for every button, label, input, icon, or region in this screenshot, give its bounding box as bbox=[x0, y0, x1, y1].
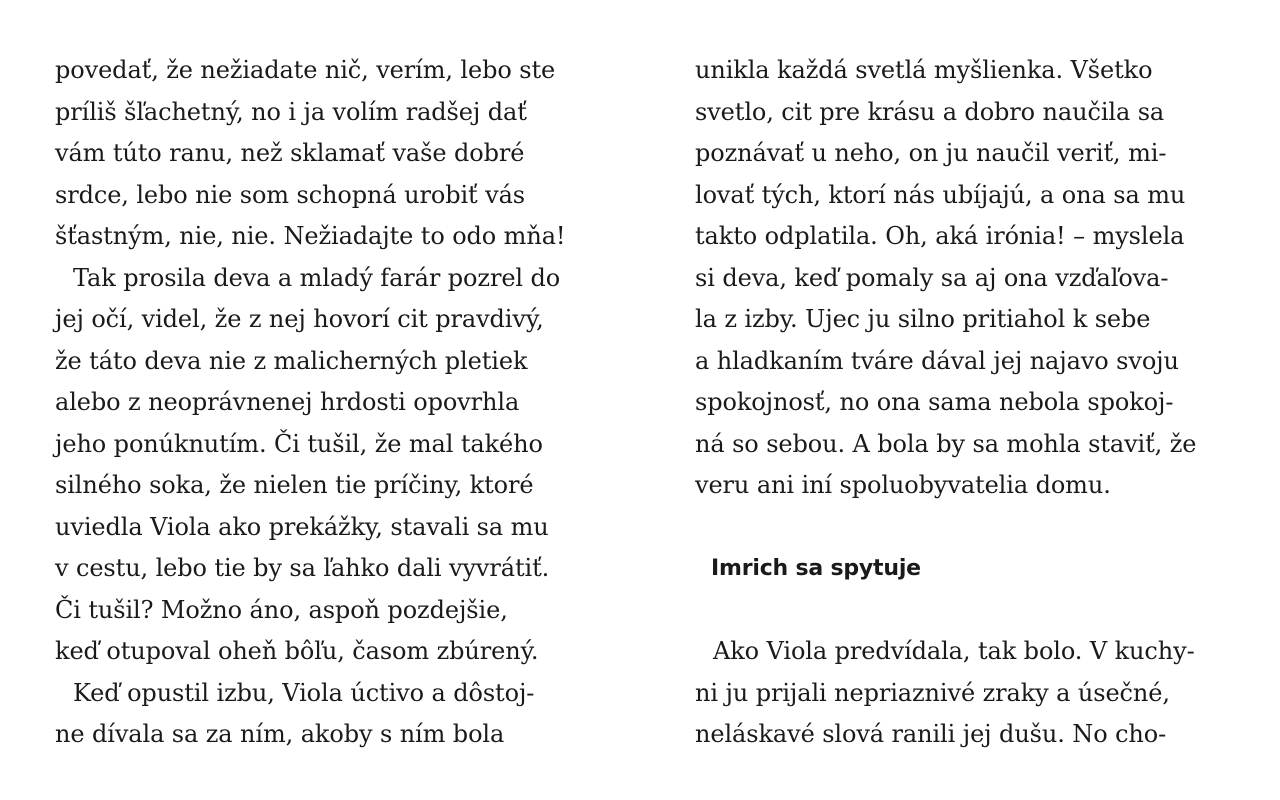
text-line: v cestu, lebo tie by sa ľahko dali vyvrátiť. bbox=[55, 554, 550, 582]
text-line: poznávať u neho, on ju naučil veriť, mi- bbox=[695, 139, 1167, 167]
blank-line bbox=[695, 590, 1235, 632]
text-line: uviedla Viola ako prekážky, stavali sa mu bbox=[55, 512, 549, 541]
text-line: veru ani iní spoluobyvatelia domu. bbox=[695, 471, 1111, 499]
text-line: silného soka, že nielen tie príčiny, ktoré bbox=[55, 471, 534, 499]
text-line: povedať, že nežiadate nič, verím, lebo ste bbox=[55, 56, 556, 84]
text-line: šťastným, nie, nie. Nežiadajte to odo mňa! bbox=[55, 222, 566, 250]
text-line: a hladkaním tváre dával jej najavo svoju bbox=[695, 346, 1179, 375]
text-line: Keď opustil izbu, Viola úctivo a dôstoj- bbox=[73, 678, 535, 707]
text-line: jej očí, videl, že z nej hovorí cit pravdivý, bbox=[55, 305, 544, 333]
text-line: ná so sebou. A bola by sa mohla staviť, že bbox=[695, 429, 1197, 458]
text-line: jeho ponúknutím. Či tušil, že mal takého bbox=[55, 429, 543, 458]
text-line: svetlo, cit pre krásu a dobro naučila sa bbox=[695, 97, 1165, 126]
chapter-heading: Imrich sa spytuje bbox=[711, 556, 921, 581]
text-line: unikla každá svetlá myšlienka. Všetko bbox=[695, 56, 1153, 84]
text-line: vám túto ranu, než sklamať vaše dobré bbox=[55, 139, 525, 167]
text-line: alebo z neoprávnenej hrdosti opovrhla bbox=[55, 388, 520, 416]
blank-line bbox=[695, 507, 1235, 549]
text-line: si deva, keď pomaly sa aj ona vzďaľova- bbox=[695, 263, 1169, 292]
text-line: Či tušil? Možno áno, aspoň pozdejšie, bbox=[55, 595, 508, 624]
text-line: ne dívala sa za ním, akoby s ním bola bbox=[55, 720, 505, 748]
right-page bbox=[695, 50, 1235, 756]
text-line: Ako Viola predvídala, tak bolo. V kuchy- bbox=[713, 637, 1195, 665]
text-line: lovať tých, ktorí nás ubíjajú, a ona sa mu bbox=[695, 180, 1186, 209]
text-line: že táto deva nie z malicherných pletiek bbox=[55, 346, 528, 375]
left-page bbox=[55, 50, 595, 756]
text-line: takto odplatila. Oh, aká irónia! – myslela bbox=[695, 222, 1185, 250]
text-line: ni ju prijali nepriaznivé zraky a úsečné, bbox=[695, 678, 1170, 707]
text-line: srdce, lebo nie som schopná urobiť vás bbox=[55, 180, 525, 209]
text-line: spokojnosť, no ona sama nebola spokoj- bbox=[695, 388, 1174, 416]
text-line: neláskavé slová ranili jej dušu. No cho- bbox=[695, 720, 1167, 748]
text-line: Tak prosila deva a mladý farár pozrel do bbox=[73, 263, 561, 292]
text-line: la z izby. Ujec ju silno pritiahol k sebe bbox=[695, 305, 1151, 333]
text-line: keď otupoval oheň bôľu, časom zbúrený. bbox=[55, 637, 539, 665]
text-line: príliš šľachetný, no i ja volím radšej dať bbox=[55, 97, 527, 126]
